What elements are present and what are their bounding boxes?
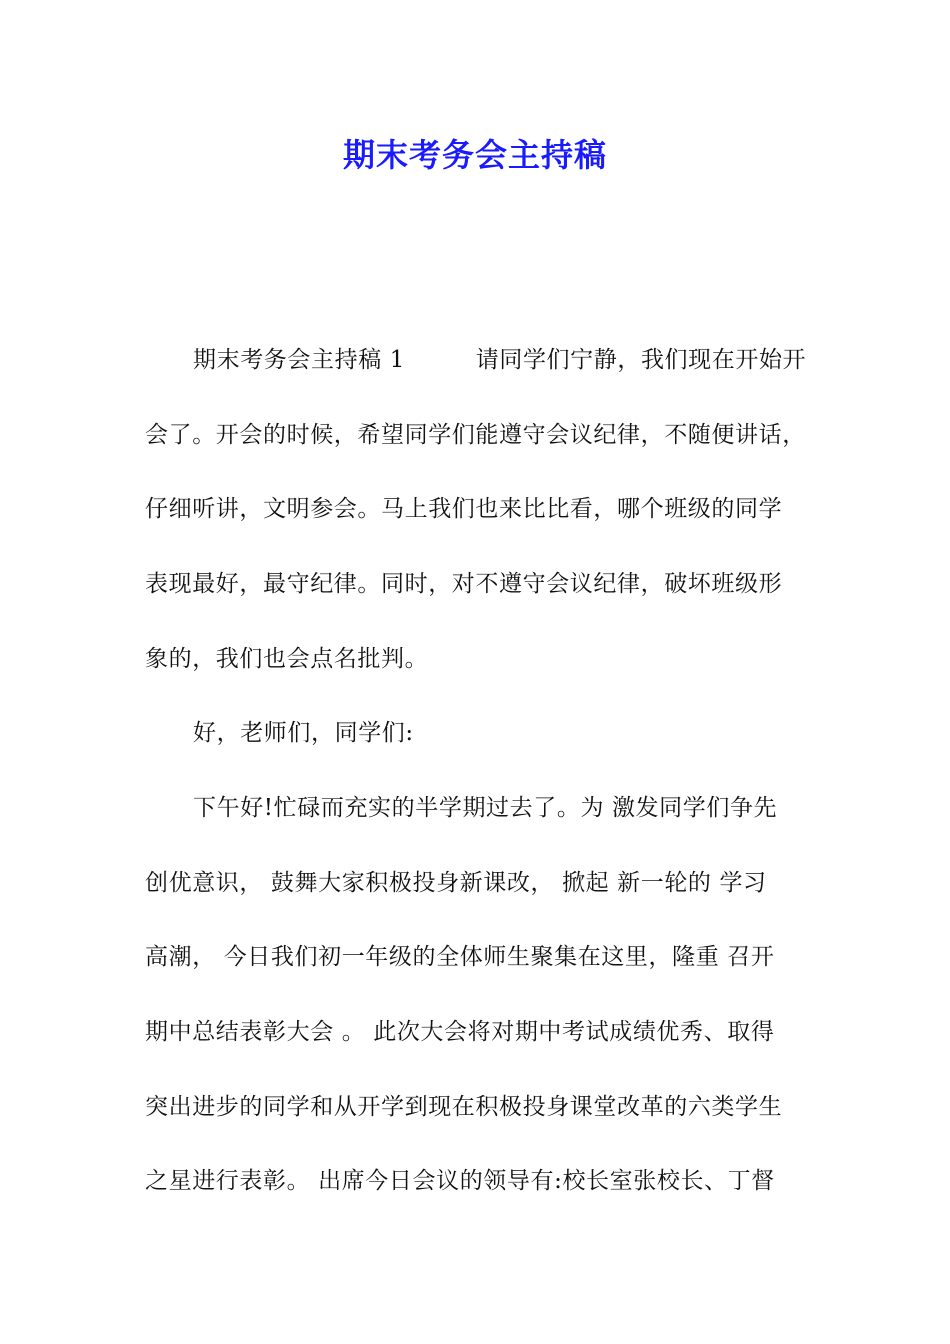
paragraph-line: 期末考务会主持稿 1 请同学们宁静，我们现在开始开 [193, 347, 807, 373]
paragraph-line: 下午好!忙碌而充实的半学期过去了。为 激发同学们争先 [193, 795, 778, 821]
document-title: 期末考务会主持稿 [342, 136, 607, 174]
paragraph-line: 创优意识， 鼓舞大家积极投身新课改， 掀起 新一轮的 学习 [145, 870, 767, 896]
paragraph-line: 仔细听讲，文明参会。马上我们也来比比看，哪个班级的同学 [145, 496, 783, 522]
paragraph-line: 好，老师们，同学们: [193, 720, 414, 746]
paragraph-line: 期中总结表彰大会 。 此次大会将对期中考试成绩优秀、取得 [145, 1019, 775, 1045]
paragraph-line: 高潮， 今日我们初一年级的全体师生聚集在这里，隆重 召开 [145, 944, 775, 970]
paragraph-line: 表现最好，最守纪律。同时，对不遵守会议纪律，破坏班级形 [145, 571, 783, 597]
paragraph-line: 突出进步的同学和从开学到现在积极投身课堂改革的六类学生 [145, 1094, 783, 1120]
paragraph-line: 会了。开会的时候，希望同学们能遵守会议纪律，不随便讲话， [145, 422, 806, 448]
paragraph-line: 之星进行表彰。 出席今日会议的领导有:校长室张校长、丁督 [145, 1168, 775, 1194]
paragraph-line: 象的，我们也会点名批判。 [145, 646, 429, 672]
